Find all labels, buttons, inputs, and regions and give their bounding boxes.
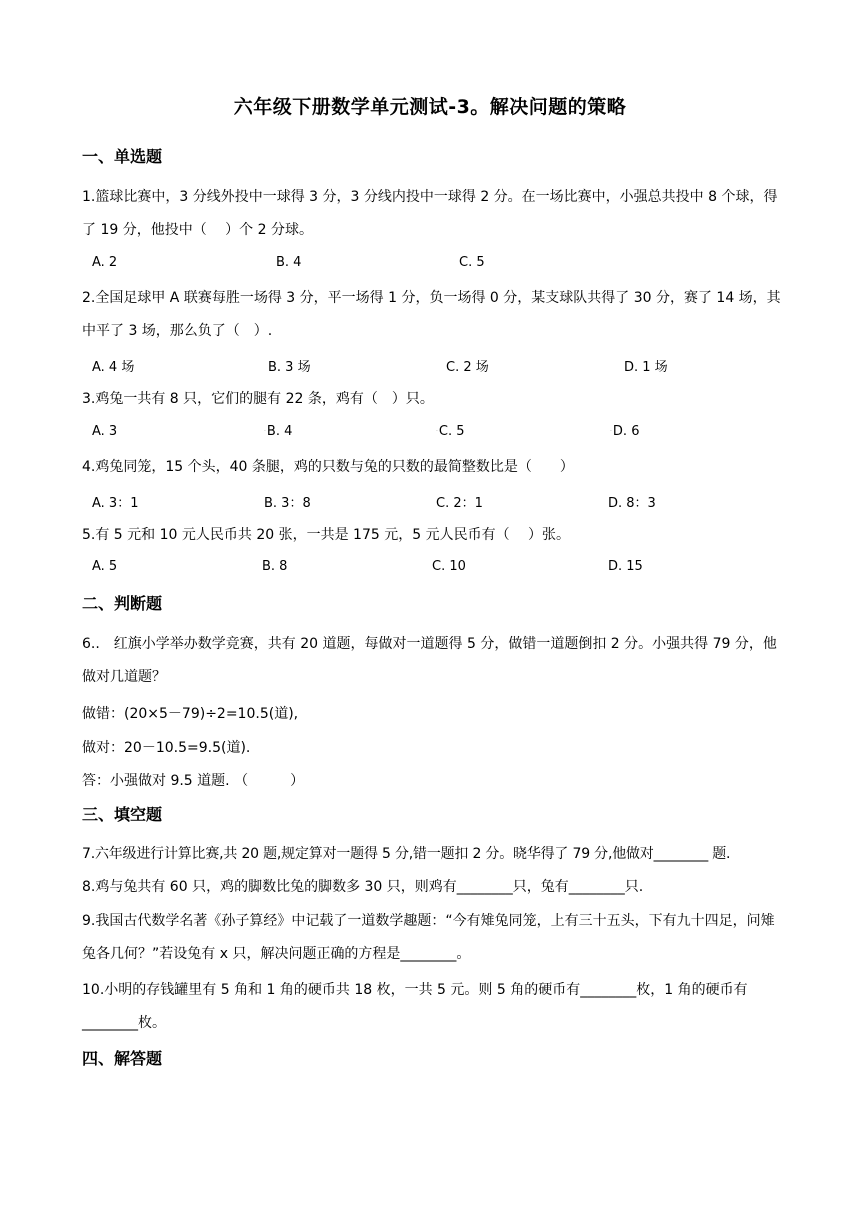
option-c-label: C. 5 — [438, 424, 465, 439]
question-10: 10.小明的存钱罐里有 5 角和 1 角的硬币共 18 枚，一共 5 元。则 5 角的硬币有________枚，1 角的硬币有________枚。 — [82, 982, 748, 1031]
question-2: 2.全国足球甲 A 联赛每胜一场得 3 分，平一场得 1 分，负一场得 0 分，某支球队共得了 30 分，赛了 14 场，其中平了 3 场，那么负了（ ）. — [82, 290, 781, 339]
option-a: A. 2 — [92, 255, 118, 270]
option-b: B. 4 — [276, 255, 302, 270]
option-c: C. 2：1 — [436, 496, 483, 511]
option-c: C. 2 场 — [446, 360, 489, 375]
option-c — [436, 424, 465, 439]
option-a: A. 5 — [92, 559, 118, 574]
question-1: 1.篮球比赛中，3 分线外投中一球得 3 分，3 分线内投中一球得 2 分。在一场比赛中，小强总共投中 8 个球，得了 19 分，他投中（ ）个 2 分球。 — [82, 189, 778, 238]
question-7: 7.六年级进行计算比赛,共 20 题,规定算对一题得 5 分,错一题扣 2 分。晓华得了 79 分,他做对________ 题. — [82, 846, 731, 862]
option-a: A. 3 — [92, 424, 118, 439]
option-d-label: D. 6 — [612, 424, 640, 439]
question-6-wrong-count: 做错：(20×5－79)÷2=10.5(道), — [82, 706, 299, 722]
option-d — [610, 424, 639, 439]
option-c: C. 10 — [432, 559, 466, 574]
option-b: B. 3 场 — [268, 360, 311, 375]
option-b: B. 3：8 — [264, 496, 311, 511]
section-heading-single-choice: 一、单选题 — [82, 147, 163, 166]
section-heading-solutions: 四、解答题 — [82, 1049, 163, 1068]
question-9: 9.我国古代数学名著《孙子算经》中记载了一道数学趣题：“今有雉兔同笼，上有三十五头，下有九十四足，问雉兔各几何？”若设兔有 x 只，解决问题正确的方程是________。 — [82, 913, 775, 962]
small-dot-icon: · — [610, 428, 612, 435]
option-d: D. 8：3 — [608, 496, 656, 511]
option-b-label: B. 4 — [266, 424, 293, 439]
section-heading-true-false: 二、判断题 — [82, 594, 163, 613]
small-dot-icon: · — [436, 428, 438, 435]
page-title: 六年级下册数学单元测试-3。解决问题的策略 — [233, 96, 627, 118]
question-3: 3.鸡兔一共有 8 只，它们的腿有 22 条，鸡有（ ）只。 — [82, 391, 434, 407]
option-a: A. 4 场 — [92, 360, 135, 375]
question-6-right-count: 做对：20－10.5=9.5(道). — [82, 740, 251, 756]
question-6-answer: 答：小强做对 9.5 道题. （ ） — [82, 773, 305, 789]
option-b: B. 8 — [262, 559, 288, 574]
option-a: A. 3：1 — [92, 496, 139, 511]
section-heading-fill-in: 三、填空题 — [82, 805, 163, 824]
question-5: 5.有 5 元和 10 元人民币共 20 张，一共是 175 元，5 元人民币有（ ）张。 — [82, 527, 571, 543]
question-8: 8.鸡与兔共有 60 只，鸡的脚数比兔的脚数多 30 只，则鸡有________只，兔有________只. — [82, 879, 644, 895]
option-d: D. 15 — [608, 559, 643, 574]
option-c: C. 5 — [459, 255, 485, 270]
question-6: 6.. 红旗小学举办数学竞赛，共有 20 道题，每做对一道题得 5 分，做错一道题倒扣 2 分。小强共得 79 分，他做对几道题？ — [82, 636, 777, 685]
option-d: D. 1 场 — [624, 360, 668, 375]
question-4: 4.鸡兔同笼，15 个头，40 条腿，鸡的只数与兔的只数的最简整数比是（ ） — [82, 459, 574, 475]
small-dot-icon: · — [264, 428, 266, 435]
option-b — [264, 424, 292, 439]
